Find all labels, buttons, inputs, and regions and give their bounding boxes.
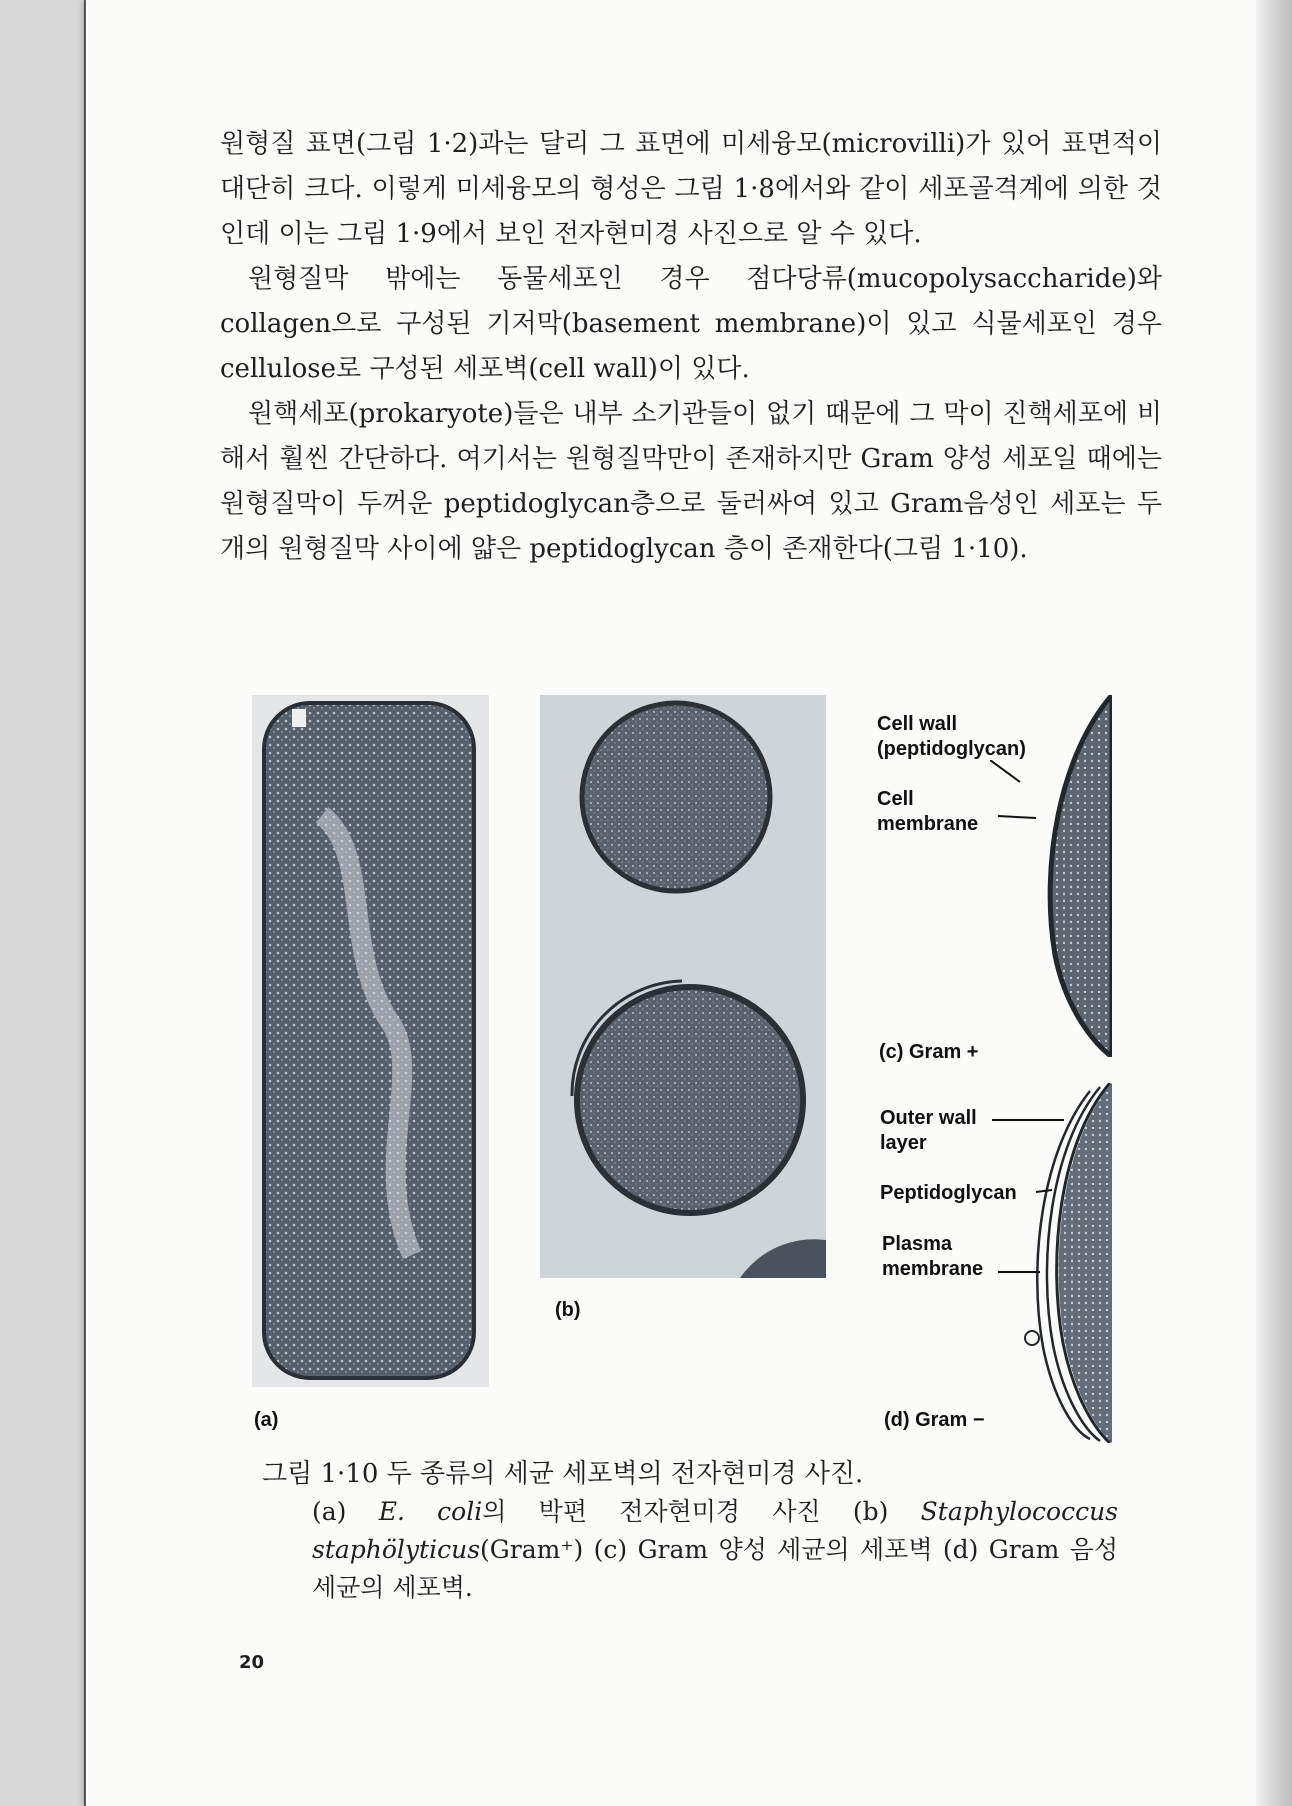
- caption-a-prefix: (a): [312, 1497, 379, 1526]
- paragraph-3: 원핵세포(prokaryote)들은 내부 소기관들이 없기 때문에 그 막이 진핵세포에 비해서 훨씬 간단하다. 여기서는 원형질막만이 존재하지만 Gram 양성 세포일 때에는 원형질막이 두꺼운 peptidoglycan층으로 둘러싸여 있고 Gram음성인 세포는 두 개의 원형질막 사이에 얇은 peptidoglycan 층이 존재한다(그림 1·10).: [220, 399, 1162, 564]
- caption-a-rest: 의 박편 전자현미경 사진 (b): [482, 1497, 921, 1526]
- micrograph-a: [252, 695, 489, 1387]
- peptidoglycan-label: Peptidoglycan: [880, 1182, 1017, 1204]
- leader-lines-c: [990, 760, 1050, 830]
- figure-caption: [262, 1455, 1118, 1607]
- caption-gram-plus: (Gram⁺): [480, 1535, 584, 1564]
- panel-a-label: (a): [254, 1409, 279, 1431]
- caption-rest: (c) Gram 양성 세균의 세포벽 (d) Gram 음성 세균의 세포벽.: [312, 1535, 1118, 1602]
- body-text: [220, 122, 1162, 572]
- caption-ecoli: E. coli: [378, 1497, 483, 1526]
- page-shadow: [1256, 0, 1292, 1806]
- plasma-label: Plasma: [882, 1233, 953, 1255]
- panel-d-label: (d) Gram −: [884, 1409, 985, 1431]
- paragraph-2: 원형질막 밖에는 동물세포인 경우 점다당류(mucopolysaccharide)와 collagen으로 구성된 기저막(basement membrane)이 있고 식물세포인 경우 cellulose로 구성된 세포벽(cell wall)이 있다.: [220, 264, 1162, 384]
- caption-title: 그림 1·10 두 종류의 세균 세포벽의 전자현미경 사진.: [262, 1459, 864, 1489]
- membrane-label-d: membrane: [882, 1258, 984, 1280]
- panel-b-label: (b): [555, 1299, 581, 1321]
- layer-label: layer: [880, 1132, 927, 1154]
- leader-lines-d: [990, 1110, 1080, 1280]
- paragraph-1: 원형질 표면(그림 1·2)과는 달리 그 표면에 미세융모(microvilli)가 있어 표면적이 대단히 크다. 이렇게 미세융모의 형성은 그림 1·8에서와 같이 세포골격계에 의한 것인데 이는 그림 1·9에서 보인 전자현미경 사진으로 알 수 있다.: [220, 129, 1162, 249]
- caption-description: [262, 1493, 1118, 1607]
- caption-staph: Staphylococcus staphölyticus: [312, 1497, 1119, 1564]
- micrograph-c: [1040, 695, 1112, 1057]
- cell-label: Cell: [877, 788, 914, 810]
- micrograph-b: [540, 695, 826, 1278]
- outer-wall-label: Outer wall: [880, 1107, 977, 1129]
- peptidoglycan-paren-label: (peptidoglycan): [877, 738, 1026, 760]
- cell-wall-label: Cell wall: [877, 713, 958, 735]
- membrane-label-c: membrane: [877, 813, 979, 835]
- panel-c-label: (c) Gram +: [879, 1041, 979, 1063]
- page-number: 20: [239, 1652, 265, 1673]
